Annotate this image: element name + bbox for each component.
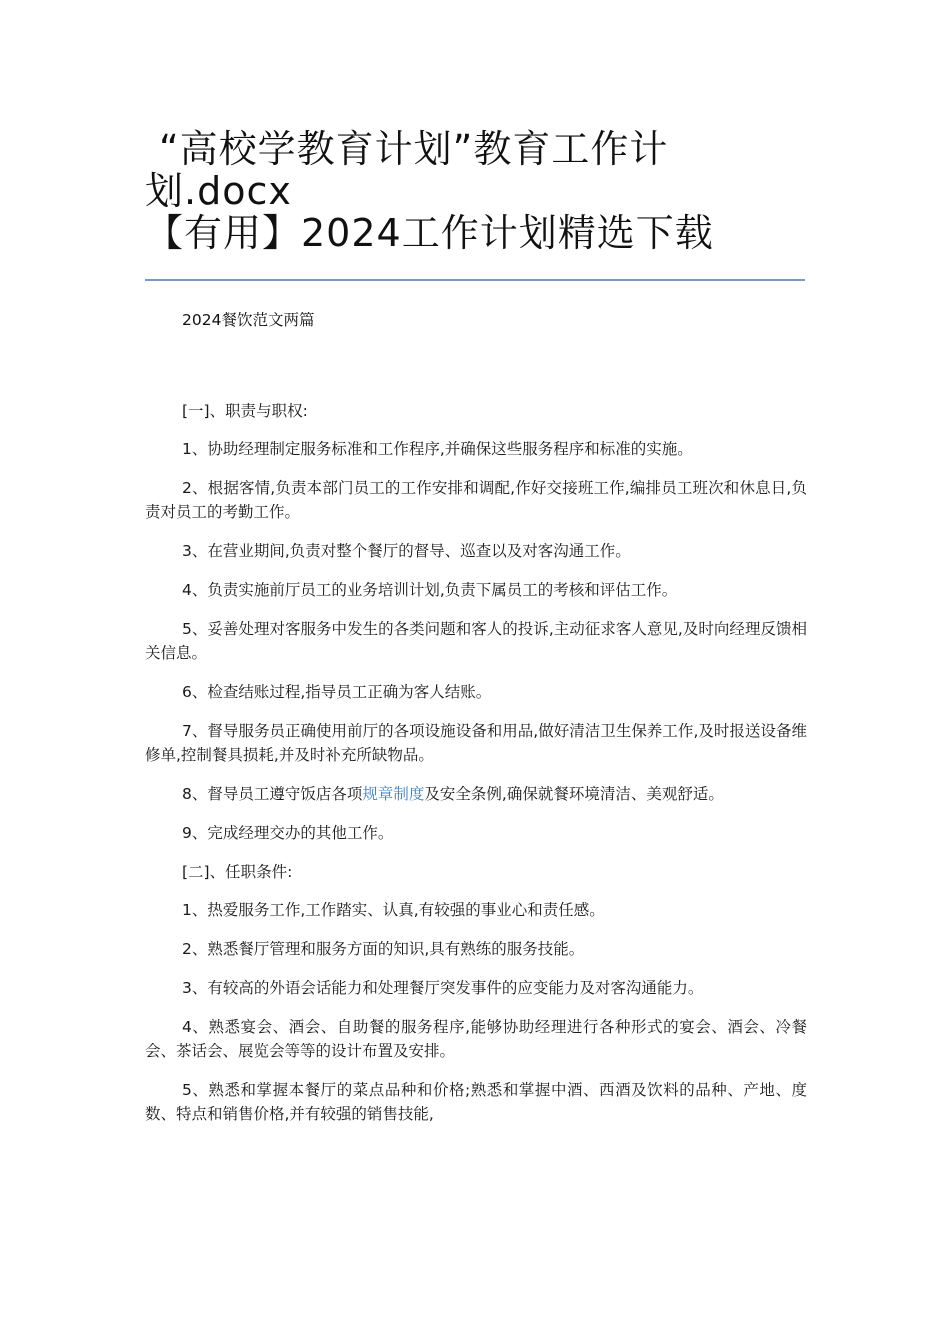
list-item: 2、根据客情,负责本部门员工的工作安排和调配,作好交接班工作,编排员工班次和休息日,负责对员工的考勤工作。 (145, 479, 807, 521)
list-item: 3、有较高的外语会话能力和处理餐厅突发事件的应变能力及对客沟通能力。 (182, 979, 704, 997)
title-line-1: “高校学教育计划”教育工作计 (159, 127, 669, 171)
list-item-text-after: 及安全条例,确保就餐环境清洁、美观舒适。 (424, 785, 724, 803)
title-line-3: 【有用】2024工作计划精选下载 (145, 211, 714, 255)
document-body (145, 399, 807, 1141)
section-heading: [一]、职责与职权: (182, 402, 308, 420)
document-title (145, 128, 805, 254)
list-item-with-link (145, 782, 807, 806)
list-item-text-before: 8、督导员工遵守饭店各项 (182, 785, 363, 803)
title-line-2: 划.docx (145, 169, 292, 213)
list-item: 1、协助经理制定服务标准和工作程序,并确保这些服务程序和标准的实施。 (182, 440, 693, 458)
list-item: 2、熟悉餐厅管理和服务方面的知识,具有熟练的服务技能。 (182, 940, 585, 958)
list-item: 9、完成经理交办的其他工作。 (182, 824, 394, 842)
list-item: 5、熟悉和掌握本餐厅的菜点品种和价格;熟悉和掌握中酒、西酒及饮料的品种、产地、度数、特点和销售价格,并有较强的销售技能, (145, 1081, 807, 1123)
document-subtitle: 2024餐饮范文两篇 (182, 311, 315, 329)
list-item: 5、妥善处理对客服务中发生的各类问题和客人的投诉,主动征求客人意见,及时向经理反馈相关信息。 (145, 620, 807, 662)
list-item: 3、在营业期间,负责对整个餐厅的督导、巡查以及对客沟通工作。 (182, 542, 631, 560)
list-item: 1、热爱服务工作,工作踏实、认真,有较强的事业心和责任感。 (182, 901, 605, 919)
list-item: 4、负责实施前厅员工的业务培训计划,负责下属员工的考核和评估工作。 (182, 581, 678, 599)
list-item: 7、督导服务员正确使用前厅的各项设施设备和用品,做好清洁卫生保养工作,及时报送设备维修单,控制餐具损耗,并及时补充所缺物品。 (145, 722, 807, 764)
list-item: 4、熟悉宴会、酒会、自助餐的服务程序,能够协助经理进行各种形式的宴会、酒会、冷餐会、茶话会、展览会等等的设计布置及安排。 (145, 1018, 807, 1060)
title-divider (145, 279, 805, 281)
section-heading: [二]、任职条件: (182, 863, 293, 881)
list-item: 6、检查结账过程,指导员工正确为客人结账。 (182, 683, 492, 701)
rules-link[interactable]: 规章制度 (362, 785, 425, 803)
